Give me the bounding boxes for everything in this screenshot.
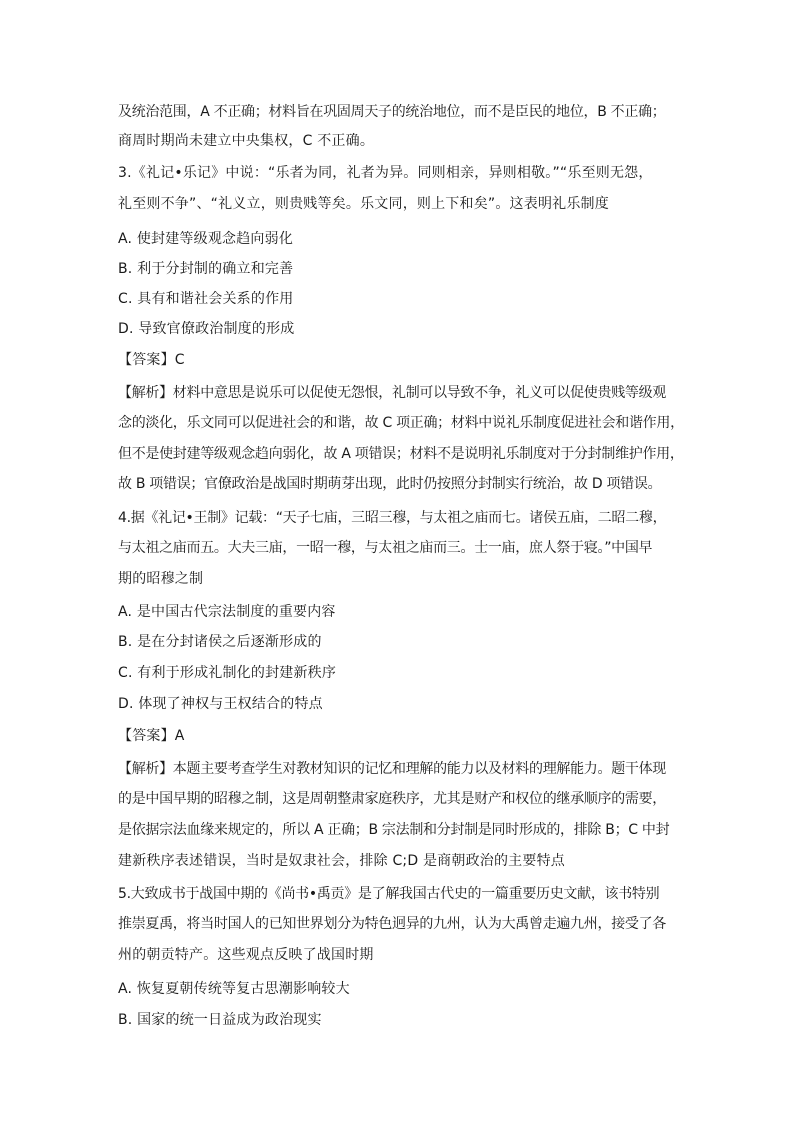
option-b: B. 利于分封制的确立和完善 [118,261,294,277]
answer-label: 【答案】A [118,728,185,744]
option-c: C. 具有和谐社会关系的作用 [118,291,294,307]
question-3-stem: 3.《礼记•乐记》中说：“乐者为同，礼者为异。同则相亲，异则相敬。”“乐至则无怨， [118,165,653,181]
text-line: 及统治范围，A 不正确；材料旨在巩固周天子的统治地位，而不是臣民的地位，B 不正确； [118,104,666,120]
analysis-text: 【解析】材料中意思是说乐可以促使无怨恨，礼制可以导致不争，礼义可以促使贵贱等级观 [118,385,666,401]
analysis-text: 的是中国早期的昭穆之制，这是周朝整肃家庭秩序，尤其是财产和权位的继承顺序的需要， [118,791,666,807]
question-3-stem: 礼至则不争”、“礼义立，则贵贱等矣。乐文同，则上下和矣”。这表明礼乐制度 [118,196,609,212]
question-5-stem: 州的朝贡特产。这些观点反映了战国时期 [118,947,374,963]
question-4-stem: 与太祖之庙而五。大夫三庙，一昭一穆，与太祖之庙而三。士一庙，庶人祭于寝。”中国早 [118,540,653,556]
option-d: D. 体现了神权与王权结合的特点 [118,696,323,712]
analysis-text: 故 B 项错误；官僚政治是战国时期萌芽出现，此时仍按照分封制实行统治，故 D 项错误。 [118,476,662,492]
analysis-text: 建新秩序表述错误，当时是奴隶社会，排除 C;D 是商朝政治的主要特点 [118,853,565,869]
option-a: A. 使封建等级观念趋向弱化 [118,231,294,247]
analysis-text: 【解析】本题主要考查学生对教材知识的记忆和理解的能力以及材料的理解能力。题干体现 [118,761,666,777]
text-line: 商周时期尚未建立中央集权，C 不正确。 [118,133,375,149]
option-b: B. 国家的统一日益成为政治现实 [118,1012,322,1028]
option-a: A. 恢复夏朝传统等复古思潮影响较大 [118,981,350,997]
question-4-stem: 期的昭穆之制 [118,571,204,587]
option-c: C. 有利于形成礼制化的封建新秩序 [118,665,337,681]
answer-label: 【答案】C [118,352,185,368]
question-5-stem: 推崇夏禹，将当时国人的已知世界划分为特色迥异的九州，认为大禹曾走遍九州，接受了各 [118,916,666,932]
analysis-text: 是依据宗法血缘来规定的，所以 A 正确；B 宗法制和分封制是同时形成的，排除 B；C 中封 [118,822,670,838]
analysis-text: 但不是使封建等级观念趋向弱化，故 A 项错误；材料不是说明礼乐制度对于分封制维护作用， [118,446,684,462]
question-5-stem: 5.大致成书于战国中期的《尚书•禹贡》是了解我国古代史的一篇重要历史文献，该书特别 [118,886,660,902]
option-a: A. 是中国古代宗法制度的重要内容 [118,604,336,620]
option-d: D. 导致官僚政治制度的形成 [118,321,295,337]
analysis-text: 念的淡化，乐文同可以促进社会的和谐，故 C 项正确；材料中说礼乐制度促进社会和谐作用， [118,415,684,431]
question-4-stem: 4.据《礼记•王制》记载：“天子七庙，三昭三穆，与太祖之庙而七。诸侯五庙，二昭二穆， [118,510,667,526]
option-b: B. 是在分封诸侯之后逐渐形成的 [118,634,322,650]
